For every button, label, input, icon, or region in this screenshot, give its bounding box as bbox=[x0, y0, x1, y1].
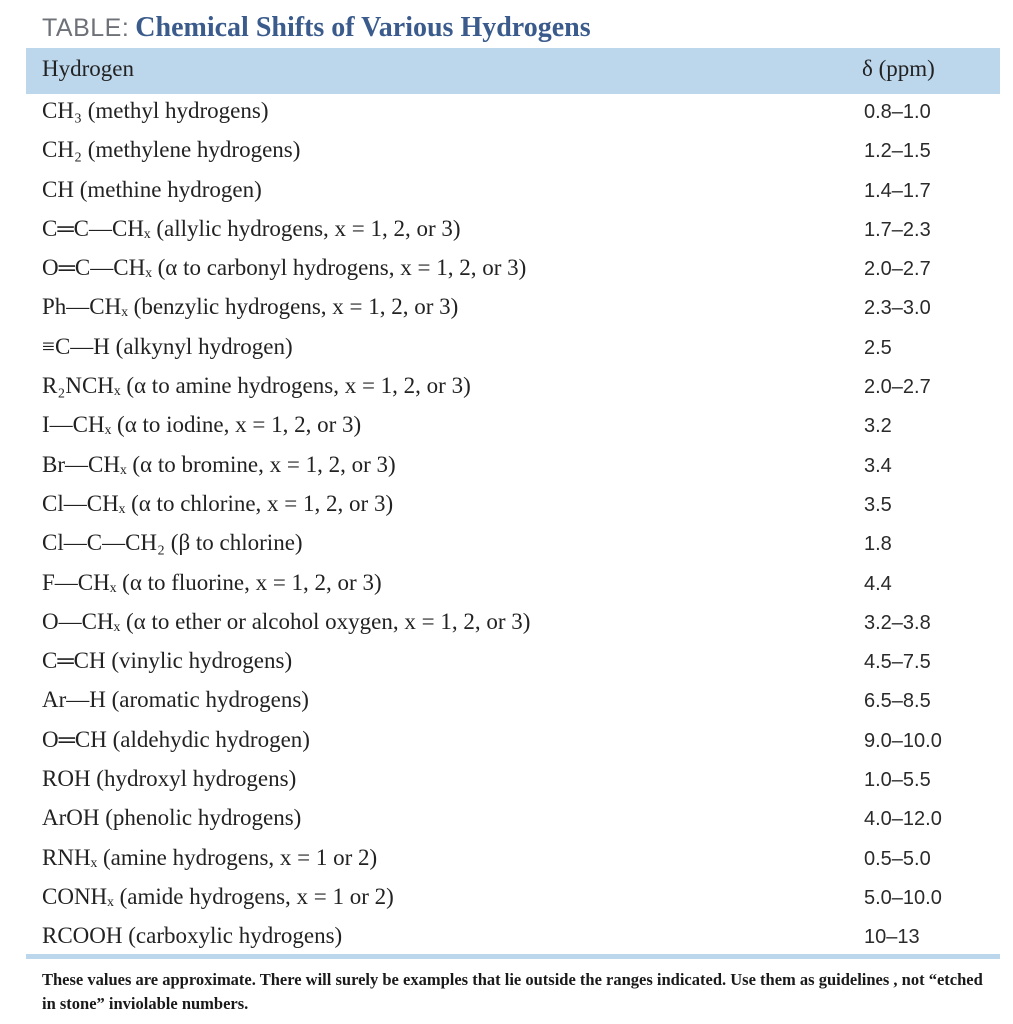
table-row bbox=[0, 134, 1013, 173]
table-row bbox=[0, 842, 1013, 881]
shift-cell: 9.0–10.0 bbox=[864, 729, 942, 752]
column-header-shift: δ (ppm) bbox=[862, 56, 935, 81]
hydrogen-cell: ROH (hydroxyl hydrogens) bbox=[42, 766, 297, 792]
shift-cell: 1.2–1.5 bbox=[864, 140, 931, 163]
table-row bbox=[0, 802, 1013, 841]
hydrogen-cell: RNHₓ (amine hydrogens, x = 1 or 2) bbox=[42, 844, 378, 870]
table-row bbox=[0, 95, 1013, 134]
shift-cell: 2.3–3.0 bbox=[864, 297, 931, 320]
shift-cell: 1.8 bbox=[864, 533, 892, 556]
hydrogen-cell: Cl—C—CH₂ (β to chlorine) bbox=[42, 530, 303, 556]
hydrogen-cell: ArOH (phenolic hydrogens) bbox=[42, 805, 302, 831]
table-row bbox=[0, 409, 1013, 448]
shift-cell: 4.0–12.0 bbox=[864, 808, 942, 831]
table-row bbox=[0, 724, 1013, 763]
table-title-text: Chemical Shifts of Various Hydrogens bbox=[135, 12, 591, 43]
table-row bbox=[0, 567, 1013, 606]
table-row bbox=[0, 527, 1013, 566]
table-body bbox=[0, 95, 1013, 960]
hydrogen-cell: C═CH (vinylic hydrogens) bbox=[42, 648, 293, 674]
hydrogen-cell: R₂NCHₓ (α to amine hydrogens, x = 1, 2, or 3) bbox=[42, 373, 471, 399]
hydrogen-cell: O—CHₓ (α to ether or alcohol oxygen, x = 1, 2, or 3) bbox=[42, 608, 531, 634]
table-header-band bbox=[26, 48, 1000, 94]
shift-cell: 0.8–1.0 bbox=[864, 101, 931, 123]
table-row bbox=[0, 252, 1013, 291]
table-row bbox=[0, 174, 1013, 213]
table-row bbox=[0, 645, 1013, 684]
shift-cell: 1.4–1.7 bbox=[864, 179, 931, 202]
table-row bbox=[0, 606, 1013, 645]
shift-cell: 4.4 bbox=[864, 572, 892, 595]
table-row bbox=[0, 449, 1013, 488]
shift-cell: 3.5 bbox=[864, 493, 892, 516]
hydrogen-cell: CONHₓ (amide hydrogens, x = 1 or 2) bbox=[42, 883, 394, 909]
shift-cell: 0.5–5.0 bbox=[864, 847, 931, 870]
table-row bbox=[0, 684, 1013, 723]
hydrogen-cell: Ar—H (aromatic hydrogens) bbox=[42, 687, 309, 713]
hydrogen-cell: Ph—CHₓ (benzylic hydrogens, x = 1, 2, or 3) bbox=[42, 294, 459, 320]
shift-cell: 2.0–2.7 bbox=[864, 376, 931, 399]
table-row bbox=[0, 291, 1013, 330]
shift-cell: 3.2–3.8 bbox=[864, 611, 931, 634]
column-header-hydrogen: Hydrogen bbox=[42, 56, 134, 81]
shift-cell: 3.2 bbox=[864, 415, 892, 438]
hydrogen-cell: Cl—CHₓ (α to chlorine, x = 1, 2, or 3) bbox=[42, 490, 394, 516]
hydrogen-cell: O═CH (aldehydic hydrogen) bbox=[42, 726, 310, 752]
hydrogen-cell: F—CHₓ (α to fluorine, x = 1, 2, or 3) bbox=[42, 569, 382, 595]
table-bottom-rule bbox=[26, 954, 1000, 959]
table-row bbox=[0, 763, 1013, 802]
shift-cell: 1.7–2.3 bbox=[864, 218, 931, 241]
table-row bbox=[0, 488, 1013, 527]
table-title bbox=[42, 12, 591, 44]
hydrogen-cell: CH₃ (methyl hydrogens) bbox=[42, 98, 269, 123]
table-row bbox=[0, 213, 1013, 252]
hydrogen-cell: O═C—CHₓ (α to carbonyl hydrogens, x = 1, 2, or 3) bbox=[42, 255, 527, 281]
shift-cell: 10–13 bbox=[864, 926, 920, 949]
shift-cell: 3.4 bbox=[864, 454, 892, 477]
shift-cell: 1.0–5.5 bbox=[864, 769, 931, 792]
hydrogen-cell: ≡C—H (alkynyl hydrogen) bbox=[42, 333, 293, 359]
shift-cell: 4.5–7.5 bbox=[864, 651, 931, 674]
table-row bbox=[0, 331, 1013, 370]
hydrogen-cell: RCOOH (carboxylic hydrogens) bbox=[42, 923, 343, 949]
hydrogen-cell: CH₂ (methylene hydrogens) bbox=[42, 137, 301, 163]
table-title-prefix: TABLE: bbox=[42, 14, 130, 42]
table-row bbox=[0, 881, 1013, 920]
table-footnote: These values are approximate. There will surely be examples that lie outside the ranges indicated. Use them as guidelines , not “etched in stone” inviolable numbers. bbox=[42, 970, 983, 1013]
hydrogen-cell: CH (methine hydrogen) bbox=[42, 176, 262, 202]
shift-cell: 2.5 bbox=[864, 336, 892, 359]
hydrogen-cell: I—CHₓ (α to iodine, x = 1, 2, or 3) bbox=[42, 412, 362, 438]
shift-cell: 2.0–2.7 bbox=[864, 258, 931, 281]
table-row bbox=[0, 370, 1013, 409]
hydrogen-cell: C═C—CHₓ (allylic hydrogens, x = 1, 2, or 3) bbox=[42, 215, 461, 241]
shift-cell: 5.0–10.0 bbox=[864, 886, 942, 909]
shift-cell: 6.5–8.5 bbox=[864, 690, 931, 713]
hydrogen-cell: Br—CHₓ (α to bromine, x = 1, 2, or 3) bbox=[42, 451, 396, 477]
